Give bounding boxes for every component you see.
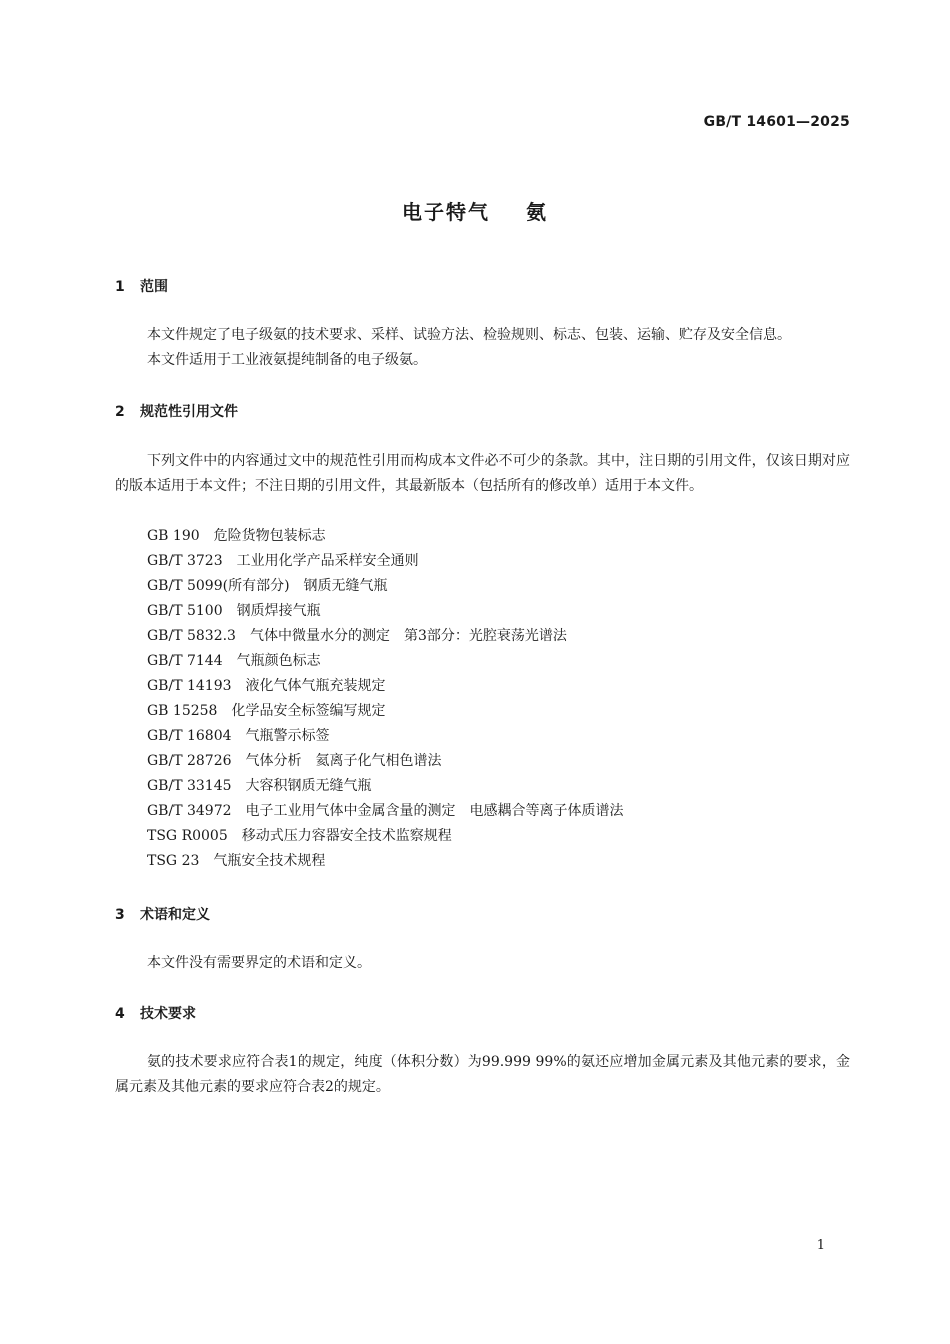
scope-paragraph-2: 本文件适用于工业液氨提纯制备的电子级氨。 <box>147 352 427 368</box>
reference-item: TSG R0005 移动式压力容器安全技术监察规程 <box>147 828 452 844</box>
section-heading-scope: 1 范围 <box>115 279 168 295</box>
standard-code: GB/T 14601—2025 <box>703 114 850 130</box>
page-number: 1 <box>816 1238 825 1253</box>
reference-item: GB 190 危险货物包装标志 <box>147 528 326 544</box>
title-part-1: 电子特气 <box>402 200 490 224</box>
reference-item: GB/T 5832.3 气体中微量水分的测定 第3部分：光腔衰荡光谱法 <box>147 628 567 644</box>
section-heading-technical-requirements: 4 技术要求 <box>115 1006 196 1022</box>
reference-item: GB/T 3723 工业用化学产品采样安全通则 <box>147 553 419 569</box>
terms-definitions-paragraph: 本文件没有需要界定的术语和定义。 <box>147 955 371 971</box>
technical-requirements-paragraph: 氨的技术要求应符合表1的规定，纯度（体积分数）为99.999 99%的氨还应增加金属元素及其他元素的要求，金属元素及其他元素的要求应符合表2的规定。 <box>115 1054 850 1095</box>
reference-item: GB 15258 化学品安全标签编写规定 <box>147 703 386 719</box>
reference-item: GB/T 33145 大容积钢质无缝气瓶 <box>147 778 372 794</box>
title-part-2: 氨 <box>526 200 548 224</box>
reference-item: GB/T 28726 气体分析 氦离子化气相色谱法 <box>147 753 442 769</box>
reference-item: GB/T 14193 液化气体气瓶充装规定 <box>147 678 386 694</box>
scope-paragraph-1: 本文件规定了电子级氨的技术要求、采样、试验方法、检验规则、标志、包装、运输、贮存及安全信息。 <box>147 327 791 343</box>
section-heading-terms-definitions: 3 术语和定义 <box>115 907 210 923</box>
document-title <box>0 196 950 225</box>
section-heading-normative-references: 2 规范性引用文件 <box>115 404 238 420</box>
reference-list <box>147 524 624 874</box>
reference-item: TSG 23 气瓶安全技术规程 <box>147 853 326 869</box>
reference-item: GB/T 34972 电子工业用气体中金属含量的测定 电感耦合等离子体质谱法 <box>147 803 624 819</box>
reference-item: GB/T 7144 气瓶颜色标志 <box>147 653 321 669</box>
reference-item: GB/T 5099(所有部分) 钢质无缝气瓶 <box>147 578 388 594</box>
normative-references-intro: 下列文件中的内容通过文中的规范性引用而构成本文件必不可少的条款。其中，注日期的引用文件，仅该日期对应的版本适用于本文件；不注日期的引用文件，其最新版本（包括所有的修改单）适用于本文件。 <box>115 453 850 494</box>
reference-item: GB/T 16804 气瓶警示标签 <box>147 728 330 744</box>
reference-item: GB/T 5100 钢质焊接气瓶 <box>147 603 321 619</box>
